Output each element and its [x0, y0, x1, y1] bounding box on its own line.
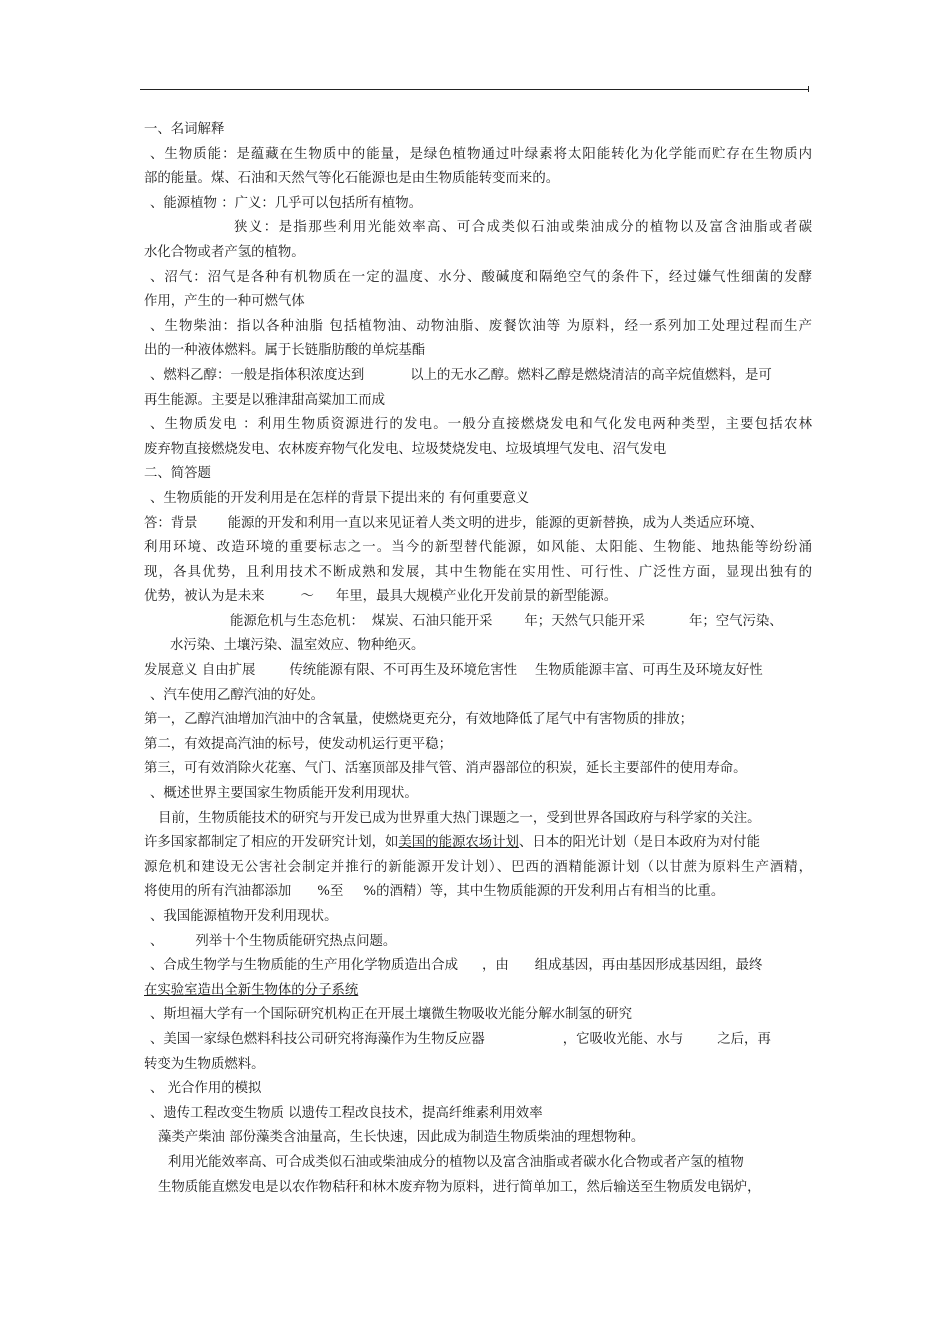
- question-1: 、生物质能的开发利用是在怎样的背景下提出来的 有何重要意义: [150, 490, 530, 506]
- answer-2-second: 第二，有效提高汽油的标号，使发动机运行更平稳；: [144, 736, 452, 752]
- term-biogas-cont: 作用，产生的一种可燃气体: [144, 294, 305, 310]
- document-body: [144, 118, 812, 1200]
- answer-1-line-5: 能源危机与生态危机： 煤炭、石油只能开采 年；天然气只能开采 年；空气污染、: [230, 613, 783, 629]
- term-biodiesel: 、生物柴油：指以各种油脂 包括植物油、动物油脂、废餐饮油等 为原料，经一系列加工处理过程而生产: [150, 318, 812, 334]
- answer-1-line-4: 优势，被认为是未来 ～ 年里，最具大规模产业化开发前景的新型能源。: [144, 589, 618, 605]
- term-energy-plants: 、能源植物 ：广义：几乎可以包括所有植物。: [150, 195, 423, 211]
- answer-5-line-7: 、遗传工程改变生物质 以遗传工程改良技术，提高纤维素利用效率: [150, 1105, 543, 1121]
- answer-5-line-5: 转变为生物质燃料。: [144, 1056, 265, 1072]
- answer-3-line-1: 目前，生物质能技术的研究与开发已成为世界重大热门课题之一，受到世界各国政府与科学家的关注。: [158, 810, 761, 826]
- term-energy-plants-cont: 水化合物或者产氢的植物。: [144, 244, 305, 260]
- answer-5-line-1: 、合成生物学与生物质能的生产用化学物质造出合成 ，由 组成基因，再由基因形成基因组，最终: [150, 958, 763, 974]
- answer-2-third: 第三，可有效消除火花塞、气门、活塞顶部及排气管、消声器部位的积炭，延长主要部件的使用寿命。: [144, 761, 747, 777]
- answer-3-line-3: 源危机和建设无公害社会制定并推行的新能源开发计划）、巴西的酒精能源计划（以甘蔗为原料生产酒精，: [144, 859, 812, 875]
- answer-1-line-7: 发展意义 自由扩展 传统能源有限、不可再生及环境危害性 生物质能源丰富、可再生及环境友好性: [144, 663, 763, 679]
- answer-5-line-9: 利用光能效率高、可合成类似石油或柴油成分的植物以及富含油脂或者碳水化合物或者产氢的植物: [168, 1154, 744, 1170]
- term-fuel-ethanol: 、燃料乙醇：一般是指体积浓度达到 以上的无水乙醇。燃料乙醇是燃烧清洁的高辛烷值燃料，是可: [150, 367, 772, 383]
- answer-3-line-2: 许多国家都制定了相应的开发研究计划，如美国的能源农场计划、日本的阳光计划（是日本政府为对付能: [144, 835, 760, 851]
- answer-1-line-1: 答：背景 能源的开发和利用一直以来见证着人类文明的进步，能源的更新替换，成为人类适应环境、: [144, 515, 764, 531]
- term-biodiesel-cont: 出的一种液体燃料。属于长链脂肪酸的单烷基酯: [144, 343, 426, 359]
- answer-5-line-2: 在实验室造出全新生物体的分子系统: [144, 982, 359, 998]
- answer-5-line-10: 生物质能直燃发电是以农作物秸秆和林木废弃物为原料，进行简单加工，然后输送至生物质发电锅炉，: [158, 1179, 761, 1195]
- question-3: 、概述世界主要国家生物质能开发利用现状。: [150, 786, 418, 802]
- question-5: 、 列举十个生物质能研究热点问题。: [150, 933, 397, 949]
- header-rule-tick: [808, 86, 809, 92]
- answer-1-line-3: 现，各具优势，且利用技术不断成熟和发展，其中生物能在实用性、可行性、广泛性方面，显现出独有的: [144, 564, 812, 580]
- answer-5-line-6: 、 光合作用的模拟: [150, 1081, 262, 1097]
- term-biomass-power-cont: 废弃物直接燃烧发电、农林废弃物气化发电、垃圾焚烧发电、垃圾填埋气发电、沼气发电: [144, 441, 667, 457]
- section-heading-2: 二、简答题: [144, 466, 211, 482]
- section-heading-1: 一、名词解释: [144, 122, 225, 137]
- answer-2-first: 第一，乙醇汽油增加汽油中的含氧量，使燃烧更充分，有效地降低了尾气中有害物质的排放；: [144, 712, 694, 728]
- question-2: 、汽车使用乙醇汽油的好处。: [150, 687, 325, 703]
- term-energy-plants-narrow: 狭义：是指那些利用光能效率高、可合成类似石油或柴油成分的植物以及富含油脂或者碳: [234, 220, 812, 236]
- term-biomass-power: 、生物质发电 ：利用生物质资源进行的发电。一般分直接燃烧发电和气化发电两种类型，主要包括农林: [150, 417, 812, 433]
- us-energy-farm-link[interactable]: 美国的能源农场计划: [398, 835, 519, 851]
- question-4: 、我国能源植物开发利用现状。: [150, 909, 338, 924]
- header-rule: [140, 89, 808, 90]
- answer-5-line-4: 、美国一家绿色燃料科技公司研究将海藻作为生物反应器 ，它吸收光能、水与 之后，再: [150, 1031, 771, 1047]
- term-biomass-energy: 、生物质能：是蕴藏在生物质中的能量，是绿色植物通过叶绿素将太阳能转化为化学能而贮存在生物质内: [150, 146, 812, 162]
- answer-1-line-2: 利用环境、改造环境的重要标志之一。当今的新型替代能源，如风能、太阳能、生物能、地热能等纷纷涌: [144, 540, 812, 556]
- term-fuel-ethanol-cont: 再生能源。主要是以雅津甜高粱加工而成: [144, 392, 386, 408]
- term-biomass-energy-cont: 部的能量。煤、石油和天然气等化石能源也是由生物质能转变而来的。: [144, 171, 560, 187]
- answer-5-line-3: 、斯坦福大学有一个国际研究机构正在开展土壤微生物吸收光能分解水制氢的研究: [150, 1007, 633, 1023]
- answer-3-line-4: 将使用的所有汽油都添加 %至 %的酒精）等，其中生物质能源的开发利用占有相当的比重。: [144, 884, 725, 900]
- answer-1-line-6: 水污染、土壤污染、温室效应、物种绝灭。: [170, 638, 425, 654]
- term-biogas: 、沼气：沼气是各种有机物质在一定的温度、水分、酸碱度和隔绝空气的条件下，经过嫌气性细菌的发酵: [150, 269, 812, 285]
- answer-5-line-8: 藻类产柴油 部份藻类含油量高，生长快速，因此成为制造生物质柴油的理想物种。: [158, 1130, 645, 1146]
